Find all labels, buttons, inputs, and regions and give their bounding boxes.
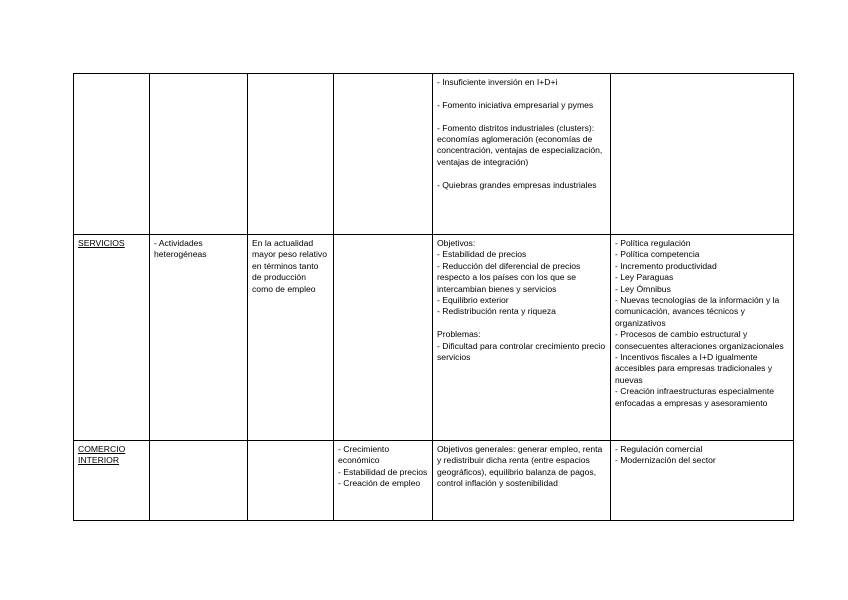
objetivos-cell xyxy=(334,74,433,235)
sector-label: COMERCIO INTERIOR xyxy=(78,444,126,466)
list-item: - Creación de empleo xyxy=(338,478,421,489)
policy-table xyxy=(73,73,794,521)
problemas-cell xyxy=(433,74,611,235)
importancia-cell xyxy=(248,235,334,441)
problemas-cell xyxy=(433,441,611,521)
list-item: - Estabilidad de precios xyxy=(437,249,527,260)
table-row xyxy=(74,441,794,521)
list-item: - Equilibrio exterior xyxy=(437,295,509,306)
list-item: - Ley Paraguas xyxy=(615,272,674,283)
list-item: - Ley Ómnibus xyxy=(615,283,671,294)
list-item: - Política regulación xyxy=(615,238,691,248)
list-item: - Redistribución renta y riqueza xyxy=(437,306,556,317)
table-row xyxy=(74,74,794,235)
list-item: Objetivos generales: generar empleo, renta y redistribuir dicha renta (entre espacios geográficos), equilibrio balanza de pagos, control inflación y sostenibilidad xyxy=(437,444,603,489)
objetivos-cell xyxy=(334,235,433,441)
list-item: - Fomento distritos industriales (clusters): economías aglomeración (economías de concentración, ventajas de especialización, ventajas de integración) xyxy=(437,122,603,167)
list-item: - Quiebras grandes empresas industriales xyxy=(437,179,597,190)
importancia-cell xyxy=(248,441,334,521)
importancia-cell xyxy=(248,74,334,235)
objetivos-cell xyxy=(334,441,433,521)
medidas-cell xyxy=(611,74,794,235)
list-item: - Incentivos fiscales a I+D igualmente accesibles para empresas tradicionales y nuevas xyxy=(615,352,773,385)
list-item: - Crecimiento económico xyxy=(338,444,390,466)
sector-cell xyxy=(74,235,150,441)
list-item: - Estabilidad de precios xyxy=(338,466,428,477)
caracteristicas-cell xyxy=(150,74,248,235)
spacer xyxy=(437,168,606,179)
sector-cell xyxy=(74,441,150,521)
list-item: - Creación infraestructuras especialmente enfocadas a empresas y asesoramiento xyxy=(615,386,775,408)
list-item: - Procesos de cambio estructural y consecuentes alteraciones organizacionales xyxy=(615,329,784,351)
list-heading: Problemas: xyxy=(437,329,481,340)
spacer xyxy=(437,88,606,99)
caracteristicas-cell xyxy=(150,441,248,521)
list-item: - Regulación comercial xyxy=(615,444,703,454)
table-row xyxy=(74,235,794,441)
list-item: - Incremento productividad xyxy=(615,260,717,271)
problemas-cell xyxy=(433,235,611,441)
list-item: - Fomento iniciativa empresarial y pymes xyxy=(437,99,594,110)
list-heading: Objetivos: xyxy=(437,238,476,248)
spacer xyxy=(437,111,606,122)
sector-label: SERVICIOS xyxy=(78,238,125,248)
list-item: - Política competencia xyxy=(615,249,700,260)
medidas-cell xyxy=(611,235,794,441)
caracteristicas-cell xyxy=(150,235,248,441)
medidas-cell xyxy=(611,441,794,521)
importancia-text: En la actualidad mayor peso relativo en términos tanto de producción como de empleo xyxy=(252,238,327,294)
spacer xyxy=(437,318,606,329)
list-item: - Reducción del diferencial de precios respecto a los países con los que se intercambian bienes y servicios xyxy=(437,260,581,294)
sector-cell xyxy=(74,74,150,235)
list-item: - Modernización del sector xyxy=(615,455,716,466)
list-item: - Nuevas tecnologías de la información y la comunicación, avances técnicos y organizativos xyxy=(615,295,780,328)
list-item: - Dificultad para controlar crecimiento precio servicios xyxy=(437,340,606,363)
list-item: - Insuficiente inversión en I+D+i xyxy=(437,77,558,87)
caracteristicas-text: - Actividades heterogéneas xyxy=(154,238,207,260)
